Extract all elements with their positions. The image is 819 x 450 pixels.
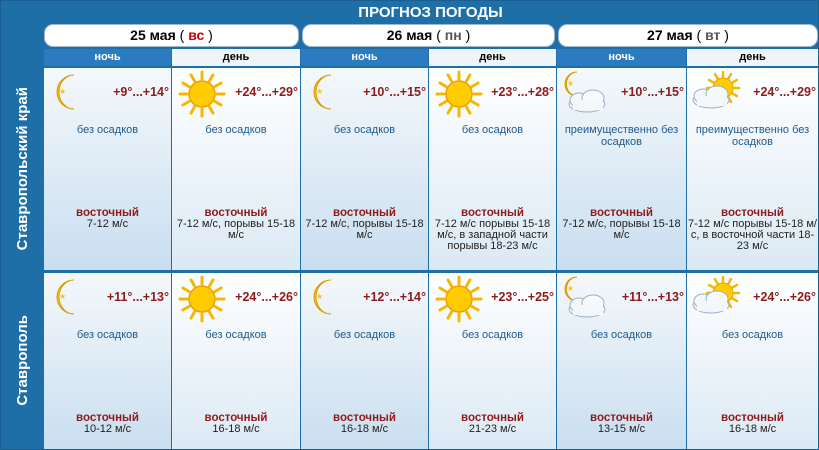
moon: [565, 72, 577, 96]
sun: [180, 72, 224, 116]
cloud: [569, 295, 605, 317]
moon-icon: [46, 70, 102, 118]
forecast-cell: [44, 273, 171, 449]
precipitation: без осадков: [461, 124, 524, 136]
wind-direction: восточный: [333, 207, 396, 219]
wind: [430, 413, 555, 435]
period-header: ночь: [44, 49, 171, 66]
period-header: ночь: [557, 49, 686, 66]
svg-text:★: ★: [59, 292, 67, 301]
precipitation: без осадков: [590, 329, 653, 341]
temperature: +9°...+14°: [113, 85, 169, 99]
precipitation: без осадков: [205, 124, 267, 136]
wind-direction: восточный: [590, 412, 653, 424]
precipitation: без осадков: [76, 329, 139, 341]
forecast-cell: [301, 273, 428, 449]
sun-icon: [174, 275, 230, 323]
wind-speed: 7-12 м/с: [86, 218, 129, 230]
forecast-cell: [557, 273, 686, 449]
wind: [558, 413, 685, 435]
cloud: [693, 86, 729, 108]
wind-direction: восточный: [76, 412, 139, 424]
precipitation: без осадков: [333, 124, 396, 136]
wind-speed: 7-12 м/с порывы 15-18 м/с, в западной части порывы 18-23 м/с: [434, 218, 551, 252]
wind: [45, 413, 170, 435]
page-title: ПРОГНОЗ ПОГОДЫ: [358, 4, 503, 21]
date-label: 25 мая: [130, 27, 176, 43]
date-header-3: 27 мая ( вт ): [558, 24, 818, 47]
precipitation: без осадков: [333, 329, 396, 341]
temperature: +10°...+15°: [363, 85, 426, 99]
cloud: [693, 291, 729, 313]
period-header: ночь: [301, 49, 428, 66]
day-of-week: вт: [705, 27, 721, 43]
forecast-cell: [172, 273, 300, 449]
forecast-cell: [557, 68, 686, 270]
temperature: +24°...+26°: [235, 290, 298, 304]
wind: [688, 208, 817, 252]
wind-speed: 16-18 м/с: [212, 423, 260, 435]
forecast-cell: [429, 273, 556, 449]
date-label: 26 мая: [386, 27, 433, 43]
wind: [173, 413, 299, 435]
sun: [437, 72, 481, 116]
wind-direction: восточный: [76, 207, 139, 219]
wind-direction: восточный: [204, 207, 268, 219]
forecast-cell: [687, 68, 818, 270]
wind-speed: 16-18 м/с: [728, 423, 777, 435]
day-of-week: вс: [188, 27, 205, 43]
svg-text:★: ★: [316, 292, 324, 301]
moon: [57, 75, 74, 109]
svg-text:★: ★: [59, 87, 67, 96]
period-header: день: [172, 49, 300, 66]
day-of-week: пн: [444, 27, 462, 43]
wind: [173, 208, 299, 241]
wind: [430, 208, 555, 252]
sun: [437, 277, 481, 321]
svg-text:★: ★: [567, 284, 575, 293]
moon-icon: [303, 70, 359, 118]
wind-speed: 7-12 м/с, порывы 15-18 м/с: [176, 218, 296, 241]
wind-direction: восточный: [590, 207, 653, 219]
wind-direction: восточный: [461, 207, 524, 219]
region-label: Ставропольский край: [1, 67, 43, 270]
wind-direction: восточный: [333, 412, 396, 424]
moon-cloud-icon: [559, 70, 615, 118]
wind-direction: восточный: [721, 207, 784, 219]
temperature: +23°...+25°: [491, 290, 554, 304]
moon: [57, 280, 74, 314]
moon: [314, 280, 331, 314]
corner-cell: [1, 1, 43, 67]
temperature: +12°...+14°: [363, 290, 426, 304]
forecast-cell: [429, 68, 556, 270]
sun-icon: [431, 70, 487, 118]
cloud: [569, 90, 605, 112]
temperature: +11°...+13°: [621, 290, 684, 304]
wind-speed: 21-23 м/с: [468, 423, 517, 435]
precipitation: без осадков: [461, 329, 524, 341]
date-label: 27 мая: [647, 27, 693, 43]
wind: [45, 208, 170, 230]
moon-icon: [303, 275, 359, 323]
wind-direction: восточный: [721, 412, 784, 424]
wind-speed: 13-15 м/с: [597, 423, 646, 435]
wind-speed: 7-12 м/с, порывы 15-18 м/с: [562, 218, 681, 241]
wind: [302, 413, 427, 435]
region-label: Ставрополь: [1, 272, 43, 449]
temperature: +24°...+29°: [235, 85, 298, 99]
wind: [302, 208, 427, 241]
precipitation: без осадков: [721, 329, 784, 341]
precipitation: преимущественно без осадков: [695, 124, 810, 148]
precipitation: преимущественно без осадков: [564, 124, 679, 148]
wind-direction: восточный: [204, 412, 268, 424]
forecast-cell: [687, 273, 818, 449]
date-header-1: 25 мая ( вс ): [44, 24, 299, 47]
temperature: +23°...+28°: [491, 85, 554, 99]
wind-direction: восточный: [461, 412, 524, 424]
svg-text:★: ★: [567, 79, 575, 88]
sun: [180, 277, 224, 321]
sun-cloud-icon: [689, 275, 745, 323]
precipitation: без осадков: [76, 124, 139, 136]
precipitation: без осадков: [205, 329, 267, 341]
moon-icon: [46, 275, 102, 323]
temperature: +24°...+29°: [753, 85, 816, 99]
temperature: +10°...+15°: [621, 85, 684, 99]
sun-icon: [174, 70, 230, 118]
wind-speed: 7-12 м/с, порывы 15-18 м/с: [305, 218, 424, 241]
wind-speed: 7-12 м/с порывы 15-18 м/с, в восточной части 18-23 м/с: [688, 218, 817, 252]
wind: [558, 208, 685, 241]
moon: [314, 75, 331, 109]
forecast-cell: [44, 68, 171, 270]
period-header: день: [687, 49, 818, 66]
wind: [688, 413, 817, 435]
svg-text:★: ★: [316, 87, 324, 96]
moon-cloud-icon: [559, 275, 615, 323]
forecast-cell: [172, 68, 300, 270]
sun-cloud-icon: [689, 70, 745, 118]
temperature: +11°...+13°: [106, 290, 169, 304]
period-header: день: [429, 49, 556, 66]
moon: [565, 277, 577, 301]
sun-icon: [431, 275, 487, 323]
temperature: +24°...+26°: [753, 290, 816, 304]
wind-speed: 10-12 м/с: [83, 423, 132, 435]
date-header-2: 26 мая ( пн ): [302, 24, 555, 47]
wind-speed: 16-18 м/с: [340, 423, 389, 435]
forecast-cell: [301, 68, 428, 270]
